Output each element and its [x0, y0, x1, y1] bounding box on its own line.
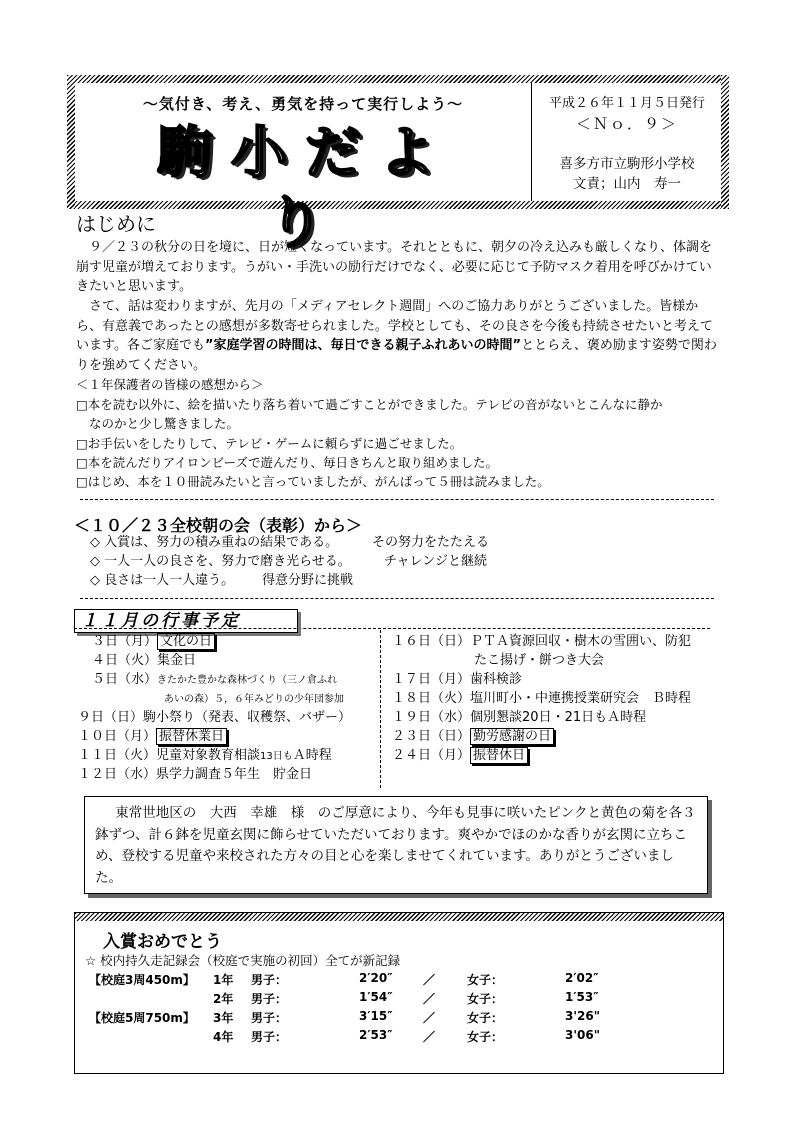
intro-paragraph-2-tail: ととらえ、褒め励ます姿勢で関わりを強めてください。 [76, 338, 717, 373]
award-grade: 1年 [213, 973, 234, 987]
parent-voice: □本を読む以外に、絵を描いたり落ち着いて過ごすことができました。テレビの音がないとこんなに静か [76, 397, 663, 412]
intro-paragraph-1: ９／２３の秋分の日を境に、日が短くなっています。それとともに、朝夕の冷え込みも厳しくなり、体調を崩す児童が増えております。うがい・手洗いの励行だけでなく、必要に応じて予防マスク着用を呼びかけていきたいと思います。 [76, 240, 712, 294]
school-name: 喜多方市立駒形小学校 [559, 156, 695, 172]
event-item [392, 632, 691, 651]
event-text: 塩川町小・中連携授業研究会 Ｂ時程 [470, 691, 692, 706]
events-column-divider [380, 630, 381, 788]
parent-voice-continued: なのかと少し驚きました。 [89, 416, 240, 431]
event-item [78, 727, 227, 746]
event-text: 集金日 [157, 653, 197, 668]
awards-subtitle: ☆ 校内持久走記録会（校庭で実施の初回）全てが新記録 [85, 953, 401, 968]
school-motto: ～気付き、考え、勇気を持って実行しよう～ [142, 95, 464, 113]
award-separator: ／ [423, 1011, 436, 1025]
award-grade: 2年 [213, 992, 234, 1006]
header-divider [531, 83, 532, 201]
awards-hatched-border [75, 913, 723, 921]
event-item [78, 765, 312, 784]
event-date: １８日（火） [392, 691, 471, 706]
header-hatched-border [67, 75, 75, 209]
event-date: １９日（水） [392, 710, 471, 725]
event-item [392, 689, 691, 708]
award-girls-label: 女子： [467, 992, 504, 1006]
header-hatched-border [67, 75, 729, 83]
event-date: ２４日（月） [392, 748, 471, 763]
award-girls-time: 2′02″ [565, 971, 599, 985]
award-grade: 3年 [213, 1011, 234, 1025]
award-girls-time: 1′53″ [565, 990, 599, 1004]
event-holiday: 勤労感謝の日 [470, 728, 554, 745]
event-holiday: 振替休業日 [156, 728, 227, 745]
awards-box [74, 912, 724, 1074]
event-date: ２３日（日） [392, 729, 471, 744]
parent-voice: □本を読んだりアイロンビーズで遊んだり、毎日きちんと取り組めました。 [76, 455, 499, 470]
event-date: ４日（火） [92, 653, 158, 668]
award-boys-time: 2′53″ [359, 1028, 393, 1042]
event-text: 駒小祭り（発表、収穫祭、バザー） [143, 710, 352, 725]
award-separator: ／ [423, 1030, 436, 1044]
award-separator: ／ [423, 973, 436, 987]
parent-voice: □はじめ、本を１０冊読みたいと言っていましたが、がんばって５冊は読みました。 [76, 474, 550, 489]
event-date: ５日（水） [92, 672, 158, 687]
section-divider [80, 499, 714, 500]
award-girls-time: 3'06" [565, 1028, 600, 1042]
award-boys-label: 男子： [251, 1030, 288, 1044]
event-extra: 20日・21日も [522, 710, 608, 725]
award-girls-label: 女子： [467, 973, 504, 987]
award-girls-time: 3'26" [565, 1009, 600, 1023]
event-text: たこ揚げ・餅つき大会 [474, 653, 605, 668]
header-hatched-border [721, 75, 729, 209]
award-boys-label: 男子： [251, 973, 288, 987]
event-item [78, 746, 332, 766]
intro-paragraph-2-text: さて、話は変わりますが、先月の「メディアセレクト週間」へのご協力ありがとうございました。皆様から、有意義であったとの感想が多数寄せられました。学校としても、その良さを今後も持続させたいと考えています。各ご家庭でも [76, 299, 713, 353]
assembly-point: ◇ 良さは一人一人違う。 [90, 573, 235, 588]
assembly-point-note: チャレンジと継続 [384, 554, 487, 569]
intro-paragraph-2 [76, 297, 720, 375]
event-item [392, 727, 554, 746]
event-tail: Ａ時程 [607, 710, 647, 725]
event-date: １０日（月） [78, 729, 157, 744]
event-date: １６日（日） [392, 634, 471, 649]
assembly-point-note: その努力をたたえる [372, 535, 490, 550]
event-text: 県学力調査５年生 貯金日 [156, 767, 313, 782]
events-title: １１月の行事予定 [74, 609, 298, 633]
event-tail: Ａ時程 [292, 748, 332, 763]
event-text: ＰＴＡ資源回収・樹木の雪囲い、防犯 [470, 634, 692, 649]
event-holiday: 文化の日 [157, 633, 215, 650]
event-text: きたかた豊かな森林づくり（三ノ倉ふれ [157, 675, 338, 686]
event-text: 個別懇談 [470, 710, 523, 725]
issue-number: ＜Ｎｏ．９＞ [575, 115, 678, 133]
event-holiday: 振替休日 [470, 747, 528, 764]
event-text: 児童対象教育相談 [156, 748, 261, 763]
voices-header: ＜１年保護者の皆様の感想から＞ [76, 377, 264, 392]
issue-date: 平成２６年１１月５日発行 [548, 96, 705, 111]
awards-title: 入賞おめでとう [103, 932, 222, 952]
event-extra: 13日も [260, 751, 293, 762]
event-item [78, 708, 351, 727]
event-date: １１日（火） [78, 748, 157, 763]
award-course: 【校庭5周750m】 [89, 1011, 195, 1025]
award-grade: 4年 [213, 1030, 234, 1044]
event-text: あいの森）５，６年みどりの少年団参加 [164, 694, 344, 705]
assembly-point-note: 得意分野に挑戦 [262, 573, 354, 588]
event-item [392, 708, 646, 727]
award-boys-time: 2′20″ [359, 971, 393, 985]
event-date: １７日（月） [392, 672, 471, 687]
event-item-continued [164, 689, 344, 709]
event-item [92, 651, 196, 670]
event-item-continued [474, 651, 604, 670]
award-boys-label: 男子： [251, 1011, 288, 1025]
award-girls-label: 女子： [467, 1030, 504, 1044]
award-course: 【校庭3周450m】 [89, 973, 195, 987]
thanks-text: 東常世地区の 大西 幸雄 様 のご厚意により、今年も見事に咲いたピンクと黄色の菊を各３鉢ずつ、計６鉢を児童玄関に飾らせていただいております。爽やかでほのかな香りが玄関に立ちこめ、登校する児童や来校された方々の目と心を楽しませてくれています。ありがとうございました。 [95, 805, 696, 886]
assembly-heading: ＜１０／２３全校朝の会（表彰）から＞ [74, 516, 363, 535]
assembly-point: ◇ 入賞は、努力の積み重ねの結果である。 [90, 535, 339, 550]
assembly-point: ◇ 一人一人の良さを、努力で磨き光らせる。 [90, 554, 351, 569]
parent-voice: □お手伝いをしたりして、テレビ・ゲームに頼らずに過ごせました。 [76, 436, 463, 451]
award-boys-time: 3′15″ [359, 1009, 393, 1023]
event-text: 歯科検診 [470, 672, 523, 687]
award-separator: ／ [423, 992, 436, 1006]
award-boys-label: 男子： [251, 992, 288, 1006]
event-date: １２日（水） [78, 767, 157, 782]
event-item [92, 632, 215, 651]
intro-paragraph-2-emphasis: ”家庭学習の時間は、毎日できる親子ふれあいの時間” [204, 338, 522, 353]
newsletter-masthead: 駒小だより [157, 121, 453, 256]
award-boys-time: 1′54″ [359, 990, 393, 1004]
section-divider [80, 598, 714, 599]
event-item [92, 670, 337, 690]
event-date: ３日（月） [92, 634, 158, 649]
award-girls-label: 女子： [467, 1011, 504, 1025]
event-item [392, 746, 528, 765]
author-credit: 文責；山内 寿一 [573, 176, 681, 192]
event-date: ９日（日） [78, 710, 144, 725]
intro-heading: はじめに [76, 212, 156, 236]
thanks-box [84, 796, 708, 894]
event-item [392, 670, 522, 689]
